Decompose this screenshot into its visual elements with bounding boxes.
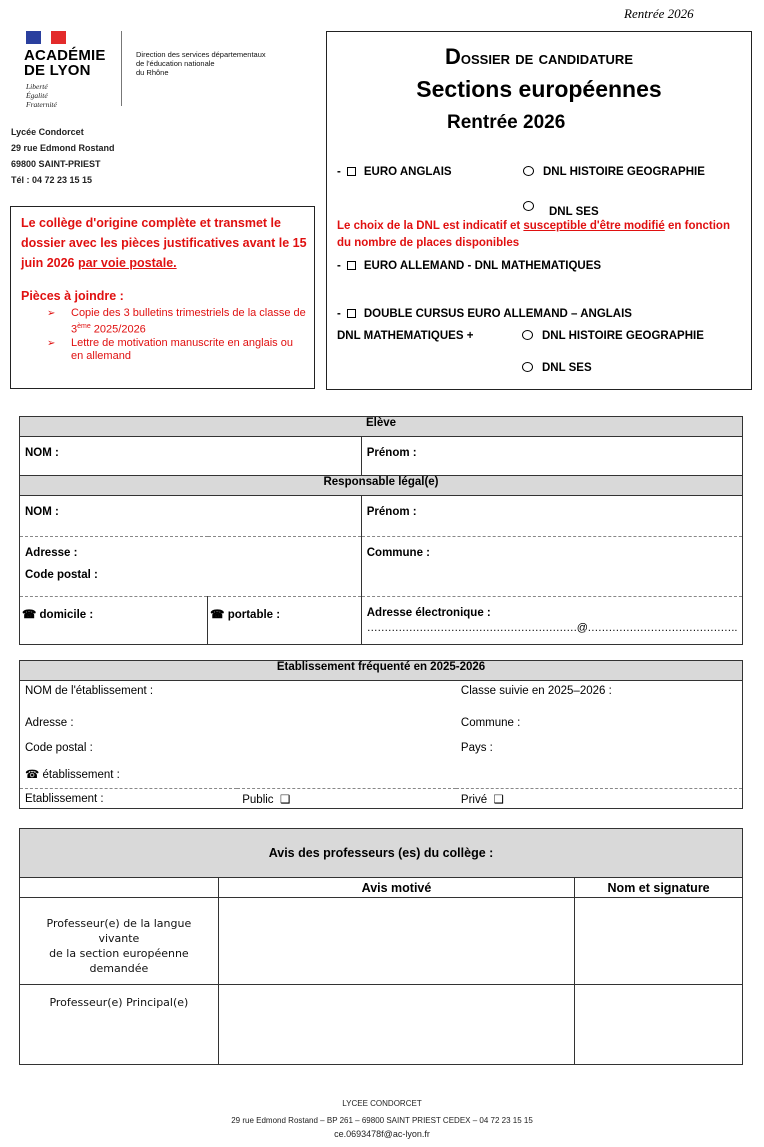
etablissement-header: Etablissement fréquenté en 2025-2026 [20,661,743,681]
footer-address: 29 rue Edmond Rostand – BP 261 – 69800 SAINT PRIEST CEDEX – 04 72 23 15 15 [231,1116,533,1125]
code-postal-label: Code postal : [25,569,98,581]
radio-icon[interactable] [522,330,533,340]
logo-line-1: ACADÉMIE [24,47,106,64]
devise-egalite: Égalité [26,91,48,100]
phone-icon: ☎ [25,768,40,781]
etab-pays-field[interactable]: Pays : [460,741,493,754]
phone-domicile-field[interactable]: ☎ domicile : [20,597,208,645]
radio-icon[interactable] [523,166,534,176]
phone-portable-field[interactable]: ☎ portable : [208,597,362,645]
adresse-label: Adresse : [25,547,78,559]
avis-header: Avis des professeurs (es) du collège : [20,829,743,878]
etab-commune-field[interactable]: Commune : [460,716,521,729]
etab-telephone-field[interactable]: ☎ établissement : [20,767,743,789]
prof-langue-avis-field[interactable] [218,898,574,985]
instructions-box [10,206,315,389]
radio-dnl-hg-1[interactable]: DNL HISTOIRE GEOGRAPHIE [523,166,705,178]
logo-divider [121,31,122,106]
phone-icon: ☎ [210,609,225,621]
eleve-prenom-field[interactable]: Prénom : [361,437,742,476]
etab-adresse-field[interactable]: Adresse : [25,716,74,729]
piece-item: ➢ Copie des 3 bulletins trimestriels de la classe de 3ème 2025/2026 [47,307,306,336]
logo-line-2: DE LYON [24,62,91,79]
etab-nom-field[interactable]: NOM de l'établissement : [25,685,154,697]
dnl-note: Le choix de la DNL est indicatif et susceptible d'être modifié en fonction du nombre de places disponibles [337,220,730,249]
etab-classe-field[interactable]: Classe suivie en 2025–2026 : [460,685,612,697]
dnl-maths-plus: DNL MATHEMATIQUES + [337,330,474,342]
etablissement-table [19,660,743,809]
document-subtitle: Sections européennes [416,76,662,102]
phone-icon: ☎ [22,609,37,621]
option-double-cursus[interactable]: - DOUBLE CURSUS EURO ALLEMAND – ANGLAIS [337,308,632,320]
service-line: Direction des services départementaux [136,50,266,59]
lycee-phone: Tél : 04 72 23 15 15 [11,175,93,185]
french-flag-icon [26,31,66,44]
email-label: Adresse électronique : [366,607,491,619]
eleve-nom-field[interactable]: NOM : [20,437,362,476]
service-line: du Rhône [136,68,169,77]
eleve-header: Elève [20,417,743,437]
etab-code-postal-field[interactable]: Code postal : [25,741,93,754]
prof-langue-signature-field[interactable] [575,898,743,985]
prof-langue-label: Professeur(e) de la langue vivante de la section européenne demandée [20,898,219,985]
arrow-bullet-icon: ➢ [47,338,56,349]
rentree-header: Rentrée 2026 [624,6,694,21]
email-dots: ……………………………………………………@……………………………………. [366,622,737,634]
checkbox-icon[interactable] [347,309,356,318]
radio-dnl-ses-2[interactable]: DNL SES [522,362,592,374]
document-rentree: Rentrée 2026 [447,112,566,133]
lycee-name: Lycée Condorcet [11,127,84,137]
option-euro-allemand[interactable]: - EURO ALLEMAND - DNL MATHEMATIQUES [337,260,602,272]
document-title: Dossier de candidature [445,44,633,69]
public-checkbox[interactable]: Public ❑ [242,793,291,806]
option-euro-anglais[interactable]: - EURO ANGLAIS [337,166,452,178]
responsable-prenom-field[interactable]: Prénom : [361,496,742,537]
signature-header: Nom et signature [575,878,743,898]
prof-principal-avis-field[interactable] [218,985,574,1065]
checkbox-icon[interactable]: ❑ [279,793,291,806]
responsable-header: Responsable légal(e) [20,476,743,496]
title-box [326,31,752,390]
checkbox-icon[interactable] [347,167,356,176]
email-field[interactable] [361,597,742,645]
devise-fraternite: Fraternité [26,100,57,109]
footer-name: LYCEE CONDORCET [342,1099,422,1108]
lycee-address-block [11,124,115,188]
radio-dnl-ses-1[interactable]: DNL SES [523,201,599,218]
avis-motive-header: Avis motivé [218,878,574,898]
checkbox-icon[interactable] [347,261,356,270]
service-line: de l'éducation nationale [136,59,215,68]
etab-type-label: Etablissement : [25,792,104,805]
devise [26,82,57,109]
arrow-bullet-icon: ➢ [47,308,56,319]
footer-email: ce.0693478f@ac-lyon.fr [334,1129,430,1139]
pieces-title: Pièces à joindre : [21,289,124,303]
prof-principal-label: Professeur(e) Principal(e) [20,985,219,1065]
academie-logo-text [24,48,106,78]
piece-item: ➢ Lettre de motivation manuscrite en anglais ou en allemand [47,337,293,362]
avis-empty-header [20,878,219,898]
checkbox-icon[interactable]: ❑ [493,793,504,806]
instructions-text: Le collège d'origine complète et transmet le dossier avec les pièces justificatives avant le 15 juin 2026 par voie postale. [21,216,307,270]
service-name [136,50,266,77]
responsable-adresse-field[interactable] [20,537,362,597]
prive-checkbox[interactable]: Privé ❑ [460,793,504,806]
radio-dnl-hg-2[interactable]: DNL HISTOIRE GEOGRAPHIE [522,330,704,342]
prof-principal-signature-field[interactable] [575,985,743,1065]
responsable-nom-field[interactable]: NOM : [20,496,362,537]
radio-icon[interactable] [522,362,533,372]
responsable-commune-field[interactable]: Commune : [361,537,742,597]
eleve-responsable-table [19,416,743,645]
radio-icon[interactable] [523,201,534,211]
lycee-city: 69800 SAINT-PRIEST [11,159,101,169]
lycee-street: 29 rue Edmond Rostand [11,143,115,153]
avis-table [19,828,743,1065]
devise-liberte: Liberté [26,82,48,91]
